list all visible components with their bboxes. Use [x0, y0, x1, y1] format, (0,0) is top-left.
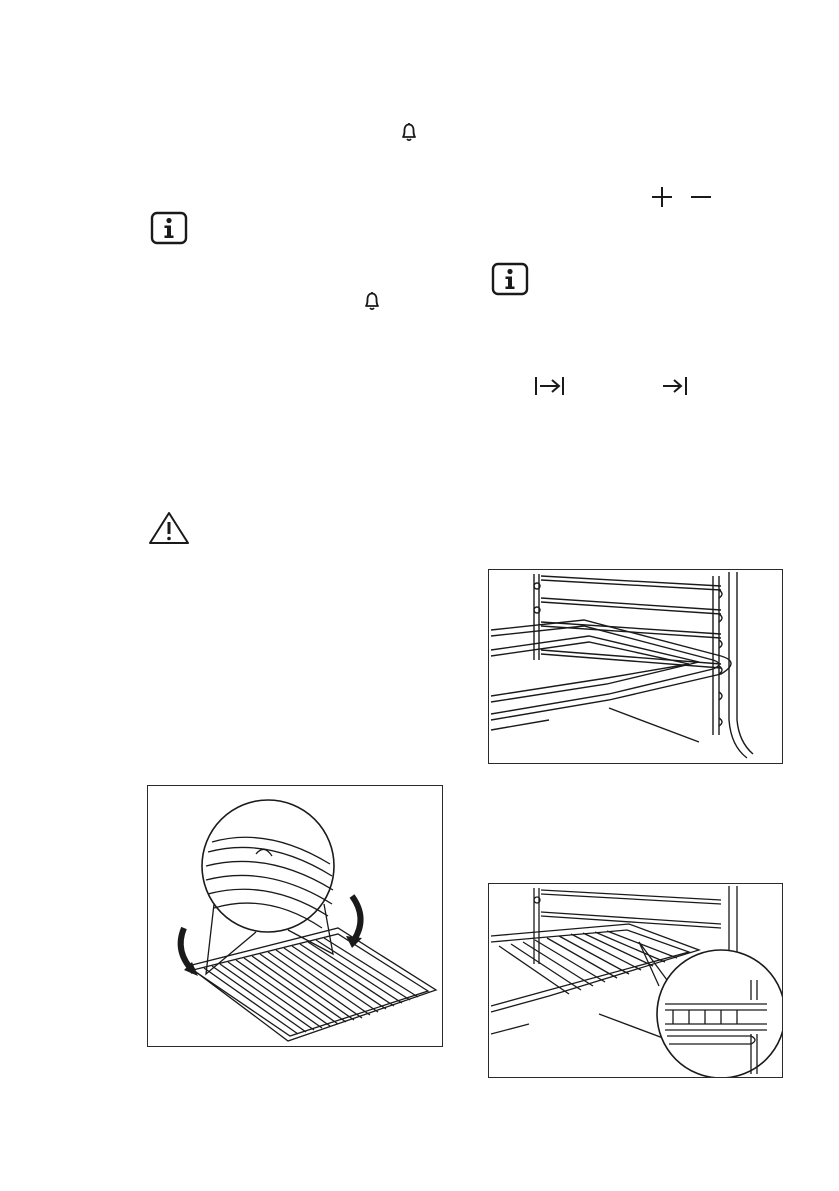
warning-icon [147, 510, 191, 546]
duration-icon [533, 374, 567, 398]
wire-shelf-magnifier-illustration [147, 785, 443, 1047]
end-time-icon [661, 374, 691, 398]
oven-tray-illustration [488, 569, 783, 764]
wire-shelf-support-illustration [488, 883, 783, 1078]
bell-icon [397, 120, 421, 144]
bell-icon [360, 289, 384, 313]
minus-icon [689, 185, 713, 209]
info-icon [150, 211, 188, 245]
info-icon [491, 262, 529, 296]
plus-icon [650, 185, 674, 209]
